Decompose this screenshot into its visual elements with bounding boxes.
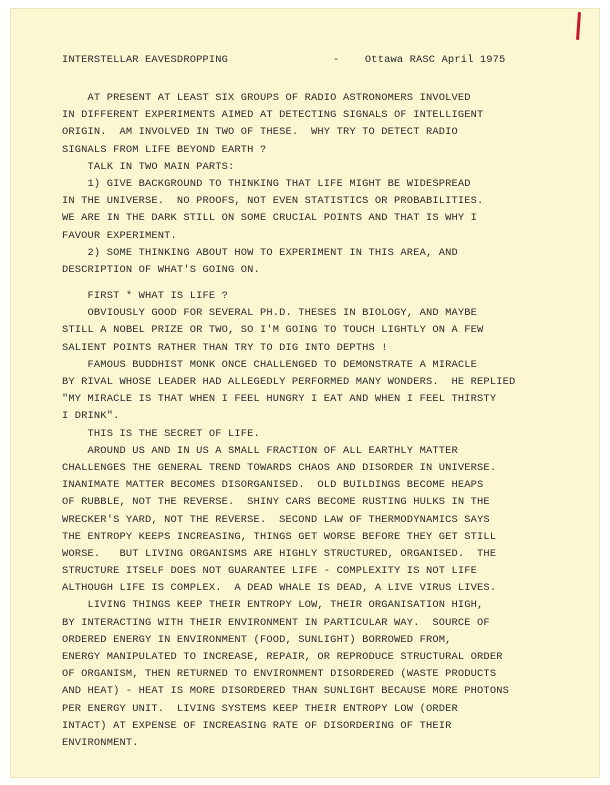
- text-line: ENVIRONMENT.: [62, 736, 139, 749]
- text-line: THE ENTROPY KEEPS INCREASING, THINGS GET WORSE BEFORE THEY GET STILL: [62, 530, 497, 543]
- text-line: OBVIOUSLY GOOD FOR SEVERAL PH.D. THESES IN BIOLOGY, AND MAYBE: [62, 307, 478, 320]
- text-line: THIS IS THE SECRET OF LIFE.: [62, 427, 260, 440]
- text-line: TALK IN TWO MAIN PARTS:: [62, 160, 235, 173]
- text-line: WORSE. BUT LIVING ORGANISMS ARE HIGHLY STRUCTURED, ORGANISED. THE: [62, 547, 497, 560]
- text-line: 1) GIVE BACKGROUND TO THINKING THAT LIFE MIGHT BE WIDESPREAD: [62, 177, 471, 190]
- text-line: FIRST * WHAT IS LIFE ?: [62, 290, 229, 303]
- document-body: [62, 90, 515, 752]
- typewritten-page: [10, 8, 600, 778]
- paragraph-gap: [62, 279, 515, 288]
- text-line: CHALLENGES THE GENERAL TREND TOWARDS CHAOS AND DISORDER IN UNIVERSE.: [62, 461, 497, 474]
- text-line: ORDERED ENERGY IN ENVIRONMENT (FOOD, SUNLIGHT) BORROWED FROM,: [62, 633, 452, 646]
- text-line: DESCRIPTION OF WHAT'S GOING ON.: [62, 263, 260, 276]
- text-line: AROUND US AND IN US A SMALL FRACTION OF ALL EARTHLY MATTER: [62, 444, 458, 457]
- document-venue-date: - Ottawa RASC April 1975: [333, 54, 506, 66]
- text-line: PER ENERGY UNIT. LIVING SYSTEMS KEEP THEIR ENTROPY LOW (ORDER: [62, 702, 458, 715]
- text-line: OF ORGANISM, THEN RETURNED TO ENVIRONMENT DISORDERED (WASTE PRODUCTS: [62, 668, 497, 681]
- text-line: AT PRESENT AT LEAST SIX GROUPS OF RADIO ASTRONOMERS INVOLVED: [62, 92, 471, 104]
- text-line: STILL A NOBEL PRIZE OR TWO, SO I'M GOING TO TOUCH LIGHTLY ON A FEW: [62, 324, 484, 337]
- text-line: ORIGIN. AM INVOLVED IN TWO OF THESE. WHY TRY TO DETECT RADIO: [62, 126, 458, 139]
- text-line: 2) SOME THINKING ABOUT HOW TO EXPERIMENT IN THIS AREA, AND: [62, 246, 458, 259]
- text-line: SIGNALS FROM LIFE BEYOND EARTH ?: [62, 143, 267, 156]
- text-line: WRECKER'S YARD, NOT THE REVERSE. SECOND LAW OF THERMODYNAMICS SAYS: [62, 513, 490, 526]
- text-line: BY INTERACTING WITH THEIR ENVIRONMENT IN PARTICULAR WAY. SOURCE OF: [62, 616, 490, 629]
- text-line: SALIENT POINTS RATHER THAN TRY TO DIG INTO DEPTHS !: [62, 341, 388, 354]
- text-line: AND HEAT) - HEAT IS MORE DISORDERED THAN SUNLIGHT BECAUSE MORE PHOTONS: [62, 685, 509, 698]
- text-line: WE ARE IN THE DARK STILL ON SOME CRUCIAL POINTS AND THAT IS WHY I: [62, 212, 478, 225]
- text-line: INTACT) AT EXPENSE OF INCREASING RATE OF DISORDERING OF THEIR: [62, 719, 452, 732]
- text-line: INANIMATE MATTER BECOMES DISORGANISED. OLD BUILDINGS BECOME HEAPS: [62, 479, 484, 492]
- text-line: "MY MIRACLE IS THAT WHEN I FEEL HUNGRY I EAT AND WHEN I FEEL THIRSTY: [62, 393, 497, 406]
- text-line: FAVOUR EXPERIMENT.: [62, 229, 177, 242]
- text-line: I DRINK".: [62, 410, 120, 423]
- text-line: STRUCTURE ITSELF DOES NOT GUARANTEE LIFE - COMPLEXITY IS NOT LIFE: [62, 565, 478, 578]
- text-line: FAMOUS BUDDHIST MONK ONCE CHALLENGED TO DEMONSTRATE A MIRACLE: [62, 358, 478, 371]
- text-line: ENERGY MANIPULATED TO INCREASE, REPAIR, OR REPRODUCE STRUCTURAL ORDER: [62, 651, 503, 663]
- text-line: IN THE UNIVERSE. NO PROOFS, NOT EVEN STATISTICS OR PROBABILITIES.: [62, 195, 484, 208]
- text-line: BY RIVAL WHOSE LEADER HAD ALLEGEDLY PERFORMED MANY WONDERS. HE REPLIED: [62, 376, 516, 388]
- red-ink-mark: [576, 12, 581, 40]
- document-title: INTERSTELLAR EAVESDROPPING: [62, 54, 229, 66]
- text-line: LIVING THINGS KEEP THEIR ENTROPY LOW, THEIR ORGANISATION HIGH,: [62, 599, 484, 612]
- text-line: OF RUBBLE, NOT THE REVERSE. SHINY CARS BECOME RUSTING HULKS IN THE: [62, 496, 490, 509]
- text-line: ALTHOUGH LIFE IS COMPLEX. A DEAD WHALE IS DEAD, A LIVE VIRUS LIVES.: [62, 582, 497, 595]
- text-line: IN DIFFERENT EXPERIMENTS AIMED AT DETECTING SIGNALS OF INTELLIGENT: [62, 109, 484, 122]
